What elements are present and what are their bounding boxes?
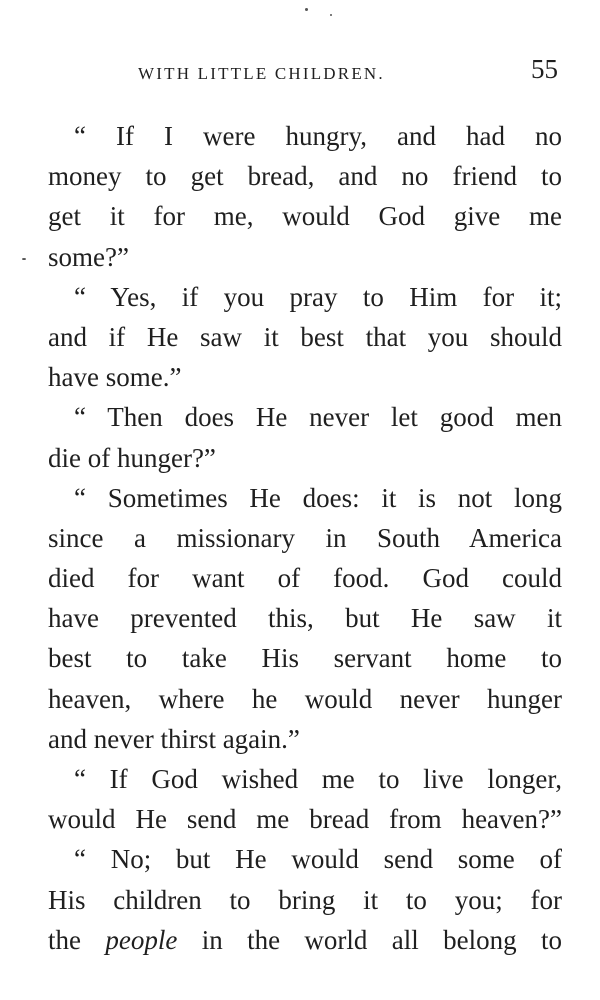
text-line: heaven, where he would never hunger <box>48 683 562 714</box>
text-line: “ Sometimes He does: it is not long <box>74 482 562 513</box>
text-segment: in the world all belong to <box>177 924 562 955</box>
running-head: WITH LITTLE CHILDREN. <box>138 64 385 83</box>
text-line: since a missionary in South America <box>48 522 562 553</box>
text-line: died for want of food. God could <box>48 563 562 594</box>
italic-word: people <box>105 924 178 955</box>
text-line: “ If God wished me to live longer, <box>74 764 562 794</box>
text-line: money to get bread, and no friend to <box>48 161 562 192</box>
text-line: “ If I were hungry, and had no <box>74 121 562 151</box>
text-line: get it for me, would God give me <box>48 201 562 232</box>
print-speck <box>22 258 26 260</box>
text-line: die of hunger?” <box>48 442 216 473</box>
text-line: “ Yes, if you pray to Him for it; <box>74 281 562 312</box>
text-line: best to take His servant home to <box>48 643 562 674</box>
page-header <box>48 54 564 94</box>
text-segment: the <box>48 924 106 955</box>
print-speck <box>330 14 332 16</box>
text-line: His children to bring it to you; for <box>48 884 562 915</box>
print-speck <box>305 8 308 11</box>
text-line: “ Then does He never let good men <box>74 402 562 433</box>
page-number: 55 <box>531 54 558 84</box>
text-line <box>48 920 562 960</box>
text-line: would He send me bread from heaven?” <box>48 804 562 835</box>
text-line: have some.” <box>48 362 182 393</box>
text-line: some?” <box>48 241 129 272</box>
text-line: and never thirst again.” <box>48 723 300 754</box>
text-line: have prevented this, but He saw it <box>48 603 562 634</box>
text-line: and if He saw it best that you should <box>48 321 562 352</box>
text-line: “ No; but He would send some of <box>74 844 562 875</box>
body-text <box>48 116 562 960</box>
